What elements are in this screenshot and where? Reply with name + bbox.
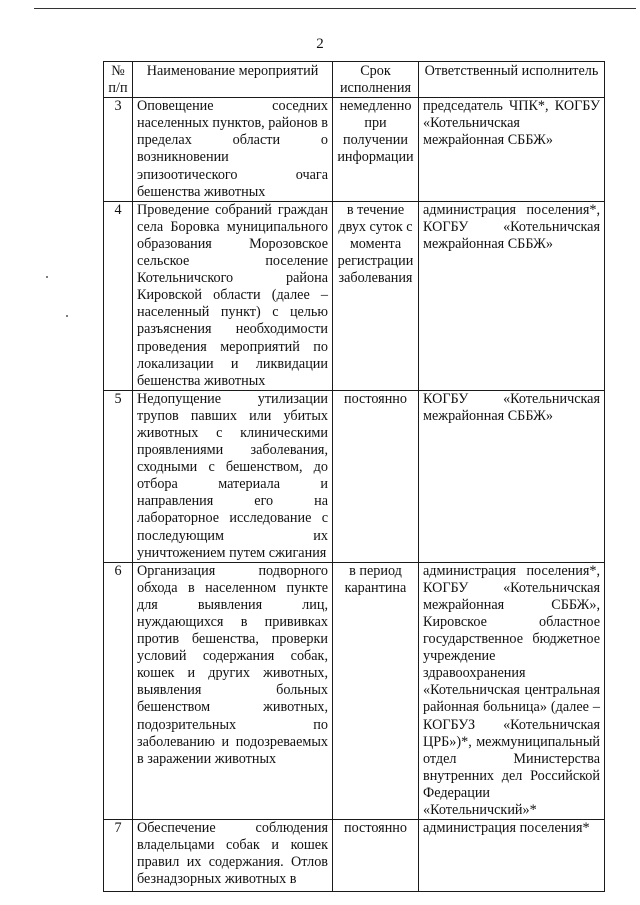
header-num: № п/п — [104, 62, 133, 98]
row-term: постоянно — [333, 820, 419, 892]
row-num: 6 — [104, 562, 133, 819]
row-name: Недопущение утилизации трупов павших или убитых животных с клиническими проявлениями заболевания, сходными с бешенством, до отбора материала и направления его на лабораторное исследование с последующим их уничтожением путем сжигания — [133, 390, 333, 562]
row-name: Организация подворного обхода в населенном пункте для выявления лиц, нуждающихся в прививках против бешенства, проверки условий содержания собак, кошек и других животных, выявления больных бешенством животных, подозрительных по заболеванию и подозреваемых в заражении животных — [133, 562, 333, 819]
table-header-row — [104, 62, 605, 98]
row-responsible: администрация поселения*, КОГБУ «Котельничская межрайонная СББЖ» — [419, 201, 605, 390]
row-responsible: председатель ЧПК*, КОГБУ «Котельничская межрайонная СББЖ» — [419, 98, 605, 202]
row-term: в период карантина — [333, 562, 419, 819]
row-term: в течение двух суток с момента регистрации заболевания — [333, 201, 419, 390]
table-row — [104, 562, 605, 819]
table-row — [104, 201, 605, 390]
scan-speck — [66, 315, 68, 317]
row-num: 4 — [104, 201, 133, 390]
scan-speck — [46, 276, 48, 278]
table-row — [104, 98, 605, 202]
row-name: Проведение собраний граждан села Боровка муниципального образования Морозовское сельское поселение Котельничского района Кировской области (далее – населенный пункт) с целью разъяснения необходимости проведения мероприятий по локализации и ликвидации бешенства животных — [133, 201, 333, 390]
measures-table — [103, 61, 605, 892]
table-row — [104, 390, 605, 562]
row-responsible: администрация поселения*, КОГБУ «Котельничская межрайонная СББЖ», Кировское областное государственное бюджетное учреждение здравоохранения «Котельничская центральная районная больница» (далее – КОГБУЗ «Котельничская ЦРБ»)*, межмуниципальный отдел Министерства внутренних дел Российской Федерации «Котельничский»* — [419, 562, 605, 819]
header-name: Наименование мероприятий — [133, 62, 333, 98]
row-responsible: КОГБУ «Котельничская межрайонная СББЖ» — [419, 390, 605, 562]
row-num: 7 — [104, 820, 133, 892]
table-row — [104, 820, 605, 892]
row-name: Обеспечение соблюдения владельцами собак и кошек правил их содержания. Отлов безнадзорных животных в — [133, 820, 333, 892]
row-num: 5 — [104, 390, 133, 562]
header-responsible: Ответственный исполнитель — [419, 62, 605, 98]
row-term: немедленно при получении информации — [333, 98, 419, 202]
page-number: 2 — [316, 36, 324, 52]
row-responsible: администрация поселения* — [419, 820, 605, 892]
top-rule — [34, 8, 636, 9]
header-term: Срок исполнения — [333, 62, 419, 98]
row-name: Оповещение соседних населенных пунктов, районов в пределах области о возникновении эпизоотического очага бешенства животных — [133, 98, 333, 202]
row-term: постоянно — [333, 390, 419, 562]
row-num: 3 — [104, 98, 133, 202]
